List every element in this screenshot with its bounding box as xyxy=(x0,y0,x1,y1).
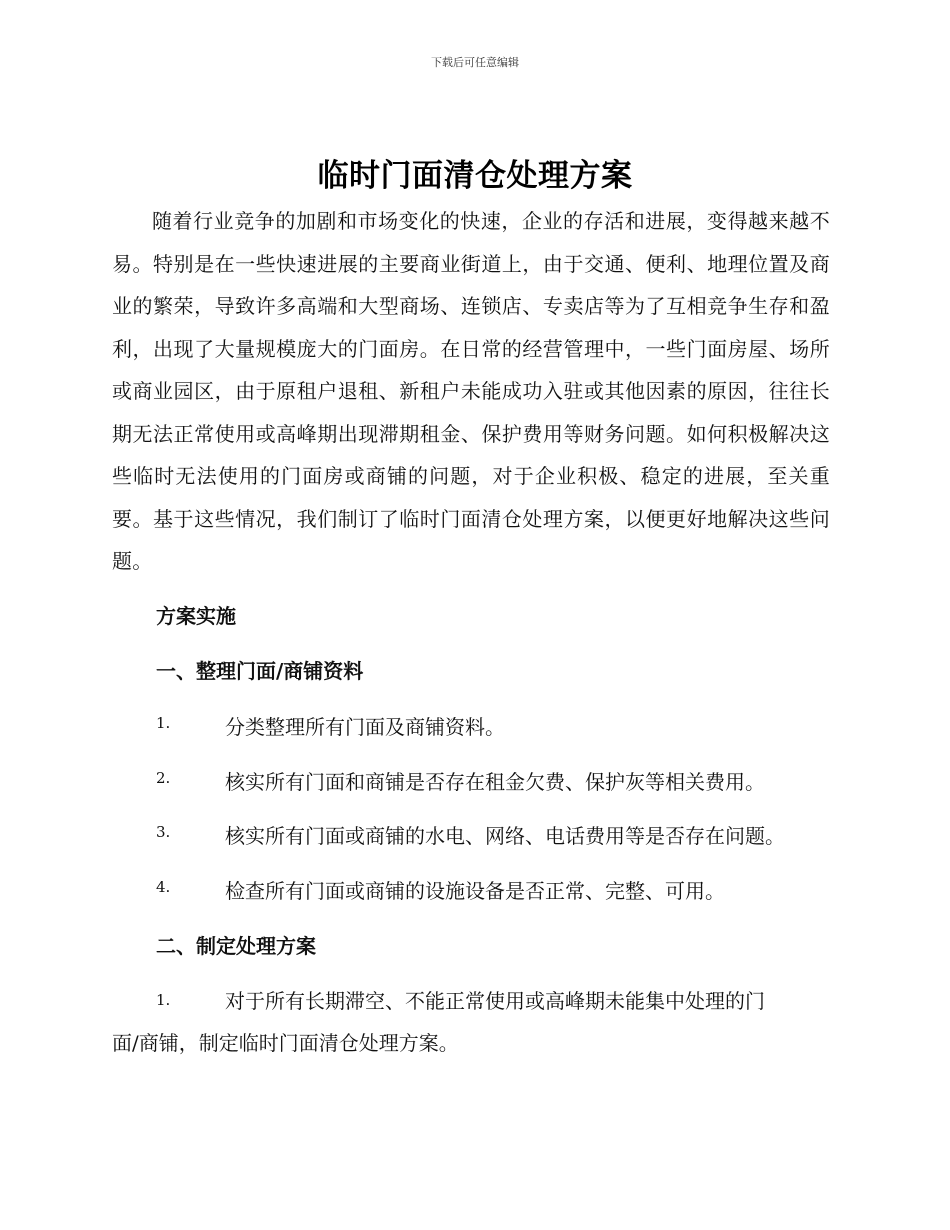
section-heading-plan-implementation: 方案实施 xyxy=(156,604,236,628)
document-title: 临时门面清仓处理方案 xyxy=(317,158,633,194)
header-note: 下载后可任意编辑 xyxy=(431,56,519,69)
list-number: 1. xyxy=(156,714,171,732)
list-item xyxy=(112,980,812,1064)
list-number: 4. xyxy=(156,878,171,896)
intro-paragraph: 随着行业竞争的加剧和市场变化的快速，企业的存活和进展，变得越来越不易。特别是在一些快速进展的主要商业街道上，由于交通、便利、地理位置及商业的繁荣，导致许多高端和大型商场、连锁店、专卖店等为了互相竞争生存和盈利，出现了大量规模庞大的门面房。在日常的经营管理中，一些门面房屋、场所或商业园区，由于原租户退租、新租户未能成功入驻或其他因素的原因，往往长期无法正常使用或高峰期出现滞期租金、保护费用等财务问题。如何积极解决这些临时无法使用的门面房或商铺的问题，对于企业积极、稳定的进展，至关重要。基于这些情况，我们制订了临时门面清仓处理方案，以便更好地解决这些问题。 xyxy=(112,209,830,573)
list-number: 2. xyxy=(156,769,171,787)
list-number: 1. xyxy=(156,991,171,1009)
section2-heading: 二、制定处理方案 xyxy=(156,934,316,958)
list-text: 核实所有门面或商铺的水电、网络、电话费用等是否存在问题。 xyxy=(225,824,785,848)
list-text: 核实所有门面和商铺是否存在租金欠费、保护灰等相关费用。 xyxy=(225,770,765,794)
section1-heading: 一、整理门面/商铺资料 xyxy=(156,659,364,683)
list-text: 检查所有门面或商铺的设施设备是否正常、完整、可用。 xyxy=(225,879,725,903)
list-number: 3. xyxy=(156,823,171,841)
list-text-line2: 面/商铺，制定临时门面清仓处理方案。 xyxy=(112,1031,459,1055)
list-text: 分类整理所有门面及商铺资料。 xyxy=(225,715,505,739)
list-text-line1: 对于所有长期滞空、不能正常使用或高峰期未能集中处理的门 xyxy=(225,989,765,1013)
